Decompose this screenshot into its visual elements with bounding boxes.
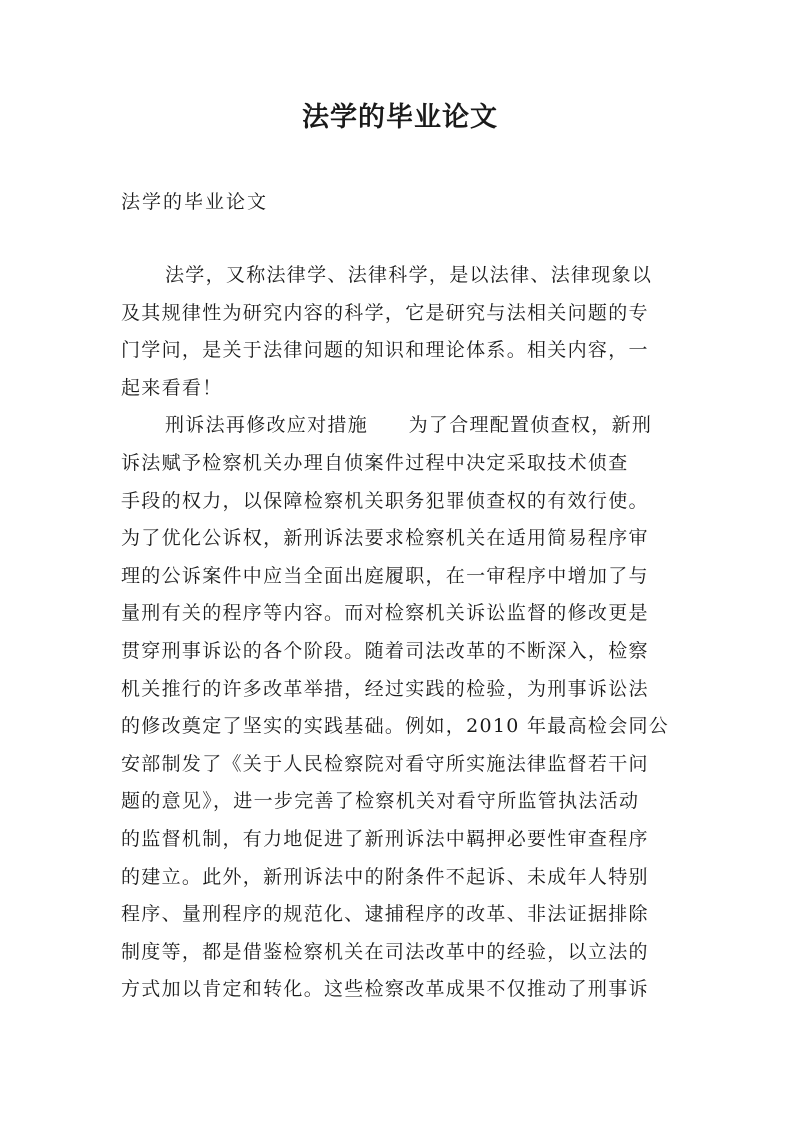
paragraph-line: 理的公诉案件中应当全面出庭履职，在一审程序中增加了与 xyxy=(121,564,649,587)
paragraph-line: 方式加以肯定和转化。这些检察改革成果不仅推动了刑事诉 xyxy=(121,978,649,1001)
paragraph-line: 题的意见》，进一步完善了检察机关对看守所监管执法活动 xyxy=(121,790,640,813)
paragraph-line: 起来看看！ xyxy=(121,376,223,399)
document-subtitle: 法学的毕业论文 xyxy=(121,191,269,213)
paragraph-line: 及其规律性为研究内容的科学，它是研究与法相关问题的专 xyxy=(121,301,649,324)
paragraph-line: 量刑有关的程序等内容。而对检察机关诉讼监督的修改更是 xyxy=(121,602,649,625)
paragraph-line: 机关推行的许多改革举措，经过实践的检验，为刑事诉讼法 xyxy=(121,677,649,700)
paragraph-line: 为了优化公诉权，新刑诉法要求检察机关在适用简易程序审 xyxy=(121,527,649,550)
paragraph-line: 贯穿刑事诉讼的各个阶段。随着司法改革的不断深入，检察 xyxy=(121,639,649,662)
paragraph-line: 法学，又称法律学、法律科学，是以法律、法律现象以 xyxy=(165,264,653,286)
paragraph-line: 门学问，是关于法律问题的知识和理论体系。相关内容，一 xyxy=(121,339,649,362)
paragraph-line: 诉法赋予检察机关办理自侦案件过程中决定采取技术侦查 xyxy=(121,451,629,474)
paragraph-line: 安部制发了《关于人民检察院对看守所实施法律监督若干问 xyxy=(121,752,649,775)
paragraph-line: 的修改奠定了坚实的实践基础。例如，2010 年最高检会同公 xyxy=(121,715,670,738)
document-body xyxy=(121,257,681,1009)
paragraph-line: 手段的权力，以保障检察机关职务犯罪侦查权的有效行使。 xyxy=(121,489,649,512)
paragraph-line: 制度等，都是借鉴检察机关在司法改革中的经验，以立法的 xyxy=(121,940,649,963)
paragraph-line: 刑诉法再修改应对措施 为了合理配置侦查权，新刑 xyxy=(165,414,653,437)
document-title: 法学的毕业论文 xyxy=(302,102,498,133)
paragraph-line: 的监督机制，有力地促进了新刑诉法中羁押必要性审查程序 xyxy=(121,827,649,850)
paragraph-line: 程序、量刑程序的规范化、逮捕程序的改革、非法证据排除 xyxy=(121,903,649,926)
paragraph-line: 的建立。此外，新刑诉法中的附条件不起诉、未成年人特别 xyxy=(121,865,649,888)
